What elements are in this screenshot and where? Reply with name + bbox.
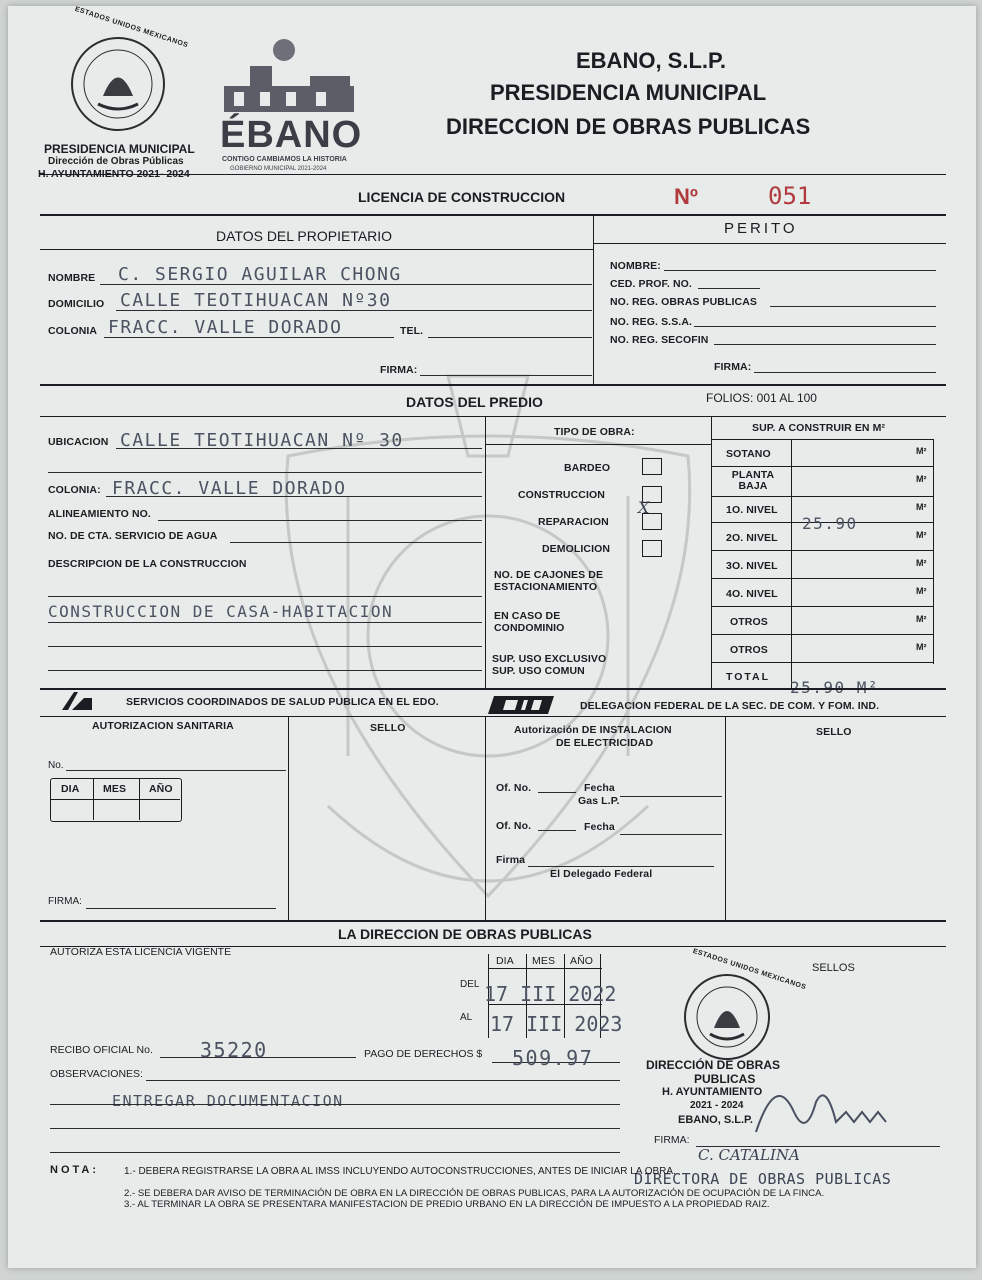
salud-firma-label: FIRMA:: [48, 896, 82, 907]
perito-reg-obras-label: NO. REG. OBRAS PUBLICAS: [610, 296, 757, 308]
perito-reg-obras-line: [770, 306, 936, 307]
perito-reg-ssa-line: [694, 326, 936, 327]
sup-unit-otros1: M²: [916, 614, 927, 624]
stamp-line1: DIRECCIÓN DE OBRAS: [646, 1058, 781, 1072]
sct-firma-line: [528, 866, 714, 867]
sct-fecha-line-1: [620, 796, 722, 797]
sup-grid-right: [933, 439, 934, 664]
license-no-label: Nº: [674, 184, 698, 209]
divider-salud-sello: [288, 716, 289, 920]
sup-title-rule: [711, 439, 933, 440]
sct-of-no-2: Of. No.: [496, 820, 532, 832]
sup-unit-planta-baja: M²: [916, 474, 927, 484]
predio-ubicacion-value: CALLE TEOTIHUACAN Nº 30: [120, 430, 404, 451]
direccion-del-label: DEL: [460, 979, 480, 990]
salud-autorizacion: AUTORIZACION SANITARIA: [92, 720, 234, 732]
stamp-seal-text: ESTADOS UNIDOS MEXICANOS: [691, 947, 808, 992]
stamp-line3: H. AYUNTAMIENTO: [662, 1086, 763, 1098]
owner-perito-divider: [593, 214, 594, 384]
ebano-logo-icon: [220, 36, 360, 116]
left-seal-text: ESTADOS UNIDOS MEXICANOS: [73, 5, 190, 50]
sct-fecha-2: Fecha: [584, 821, 615, 833]
signature-scribble: [746, 1072, 896, 1142]
sup-rule-1: [711, 466, 933, 467]
divider-salud-sct: [485, 716, 486, 920]
sct-fecha-line-2: [620, 834, 722, 835]
rule-predio-bottom: [40, 688, 946, 690]
predio-alineamiento-line: [158, 520, 482, 521]
owner-tel-line: [428, 337, 592, 338]
direccion-ano: AÑO: [570, 955, 594, 967]
sup-rule-4: [711, 550, 933, 551]
ebano-logo-subtag: GOBIERNO MUNICIPAL 2021-2024: [230, 166, 327, 172]
sct-delegado: El Delegado Federal: [550, 868, 653, 880]
predio-descripcion-line1: [48, 596, 482, 597]
perito-firma-label: FIRMA:: [714, 361, 752, 373]
ssa-logo-icon: [60, 690, 94, 712]
tipo-bardeo-checkbox[interactable]: [642, 458, 662, 475]
owner-colonia-value: FRACC. VALLE DORADO: [108, 317, 343, 338]
salud-dia: DIA: [61, 783, 80, 795]
sct-fecha-1: Fecha: [584, 782, 615, 794]
tipo-uso-comun: SUP. USO COMUN: [492, 665, 585, 677]
predio-descripcion-line4: [48, 670, 482, 671]
header-title-presidencia: PRESIDENCIA MUNICIPAL: [490, 80, 767, 105]
predio-colonia-label: COLONIA:: [48, 484, 101, 496]
observaciones-line1: [146, 1080, 620, 1081]
perito-section-title: PERITO: [724, 220, 798, 237]
sup-row-planta-baja: PLANTA BAJA: [731, 469, 775, 492]
rule-salud-title: [40, 716, 946, 717]
predio-section-title: DATOS DEL PREDIO: [406, 394, 543, 410]
predio-ubicacion-line2: [48, 472, 482, 473]
observaciones-value: ENTREGAR DOCUMENTACION: [112, 1092, 344, 1110]
sup-total-label: TOTAL: [726, 671, 771, 683]
header-title-city: EBANO, S.L.P.: [576, 48, 726, 73]
sup-unit-sotano: M²: [916, 446, 927, 456]
ebano-logo-tagline: CONTIGO CAMBIAMOS LA HISTORIA: [222, 156, 347, 163]
tipo-reparacion-checkbox[interactable]: [642, 513, 662, 530]
sup-rule-5: [711, 578, 933, 579]
pago-value: 509.97: [512, 1046, 594, 1070]
recibo-value: 35220: [200, 1038, 268, 1062]
sup-unit-nivel2: M²: [916, 530, 927, 540]
rule-top: [40, 174, 946, 175]
tipo-uso-exclusivo: SUP. USO EXCLUSIVO: [492, 653, 607, 665]
sup-row-nivel2: 2O. NIVEL: [726, 532, 778, 544]
sup-nivel1-value: 25.90: [802, 514, 858, 533]
sct-of-line-1: [538, 792, 576, 793]
owner-domicilio-value: CALLE TEOTIHUACAN Nº30: [120, 290, 392, 311]
sup-row-otros1: OTROS: [730, 616, 768, 628]
rule-license-bottom: [40, 214, 946, 216]
direccion-dia: DIA: [496, 955, 514, 967]
signer-title: DIRECTORA DE OBRAS PUBLICAS: [634, 1170, 892, 1188]
license-form: [8, 6, 976, 1268]
predio-ubicacion-label: UBICACION: [48, 436, 109, 448]
salud-firma-line: [86, 908, 276, 909]
mexico-seal-stamp-icon: [682, 972, 772, 1062]
observaciones-label: OBSERVACIONES:: [50, 1068, 143, 1080]
left-header-line1: PRESIDENCIA MUNICIPAL: [44, 142, 195, 156]
direccion-title: LA DIRECCION DE OBRAS PUBLICAS: [338, 926, 592, 942]
owner-colonia-label: COLONIA: [48, 325, 98, 337]
direccion-sellos: SELLOS: [812, 962, 855, 974]
license-number: 051: [768, 182, 812, 210]
owner-section-title: DATOS DEL PROPIETARIO: [216, 228, 393, 244]
rule-predio-title: [40, 416, 946, 417]
sup-rule-7: [711, 634, 933, 635]
perito-reg-secofin-line: [714, 344, 936, 345]
perito-cedula-label: CED. PROF. NO.: [610, 278, 692, 290]
stamp-line5: EBANO, S.L.P.: [678, 1114, 753, 1126]
tipo-condominio-line2: CONDOMINIO: [494, 622, 565, 634]
sct-firma: Firma: [496, 854, 526, 866]
sup-rule-2: [711, 496, 933, 497]
predio-folios: FOLIOS: 001 AL 100: [706, 391, 817, 405]
tipo-obra-title-rule: [485, 444, 711, 445]
sup-total-value: 25.90 M²: [790, 678, 880, 697]
header-title-direccion: DIRECCION DE OBRAS PUBLICAS: [446, 114, 811, 139]
perito-reg-ssa-label: NO. REG. S.S.A.: [610, 316, 693, 328]
direccion-firma-label: FIRMA:: [654, 1134, 690, 1146]
perito-nombre-line: [664, 270, 936, 271]
observaciones-line4: [50, 1152, 620, 1153]
owner-domicilio-label: DOMICILIO: [48, 298, 105, 310]
direccion-al-label: AL: [460, 1012, 473, 1023]
salud-sello: SELLO: [370, 722, 406, 734]
observaciones-line2: [50, 1104, 620, 1105]
salud-no-line: [66, 770, 286, 771]
notes-label: NOTA:: [50, 1164, 100, 1176]
rule-owner-bottom: [40, 384, 946, 386]
tipo-construccion-label: CONSTRUCCION: [518, 489, 605, 501]
sup-row-nivel1: 1O. NIVEL: [726, 504, 778, 516]
stamp-line4: 2021 - 2024: [690, 1100, 744, 1111]
owner-nombre-value: C. SERGIO AGUILAR CHONG: [118, 264, 402, 285]
sup-title: SUP. A CONSTRUIR EN M²: [752, 422, 886, 434]
tipo-demolicion-label: DEMOLICION: [542, 543, 611, 555]
tipo-construccion-mark: X: [638, 498, 650, 517]
note-3: 3.- AL TERMINAR LA OBRA SE PRESENTARA MANIFESTACION DE PREDIO URBANO EN LA DIRECCIÓN DE IMPUESTO A LA PROPIEDAD RAIZ.: [124, 1199, 770, 1210]
divider-tipo-sup: [711, 416, 712, 688]
salud-no-label: No.: [48, 760, 64, 771]
direccion-al-value: 17 III 2023: [490, 1012, 623, 1036]
license-title: LICENCIA DE CONSTRUCCION: [358, 189, 566, 205]
sup-row-otros2: OTROS: [730, 644, 768, 656]
salud-date-box: [50, 778, 182, 822]
recibo-label: RECIBO OFICIAL No.: [50, 1044, 153, 1056]
predio-agua-label: NO. DE CTA. SERVICIO DE AGUA: [48, 530, 218, 542]
predio-descripcion-label: DESCRIPCION DE LA CONSTRUCCION: [48, 558, 247, 570]
predio-descripcion-value: CONSTRUCCION DE CASA-HABITACION: [48, 602, 394, 621]
owner-nombre-label: NOMBRE: [48, 272, 96, 284]
sup-unit-otros2: M²: [916, 642, 927, 652]
sup-rule-6: [711, 606, 933, 607]
note-2: 2.- SE DEBERA DAR AVISO DE TERMINACIÓN DE OBRA EN LA DIRECCIÓN DE OBRAS PUBLICAS, PARA LA AUTORIZACIÓN DE OCUPACIÓN DE LA FINCA.: [124, 1188, 825, 1199]
tipo-obra-title: TIPO DE OBRA:: [554, 426, 635, 438]
predio-alineamiento-label: ALINEAMIENTO NO.: [48, 508, 151, 520]
perito-firma-line: [754, 372, 936, 373]
sup-row-nivel4: 4O. NIVEL: [726, 588, 778, 600]
divider-sct-sello: [725, 716, 726, 920]
perito-cedula-line: [698, 288, 760, 289]
sup-unit-nivel3: M²: [916, 558, 927, 568]
direccion-mes: MES: [532, 955, 556, 967]
sup-unit-nivel4: M²: [916, 586, 927, 596]
sup-rule-8: [711, 662, 933, 663]
sct-sello: SELLO: [816, 726, 852, 738]
observaciones-line3: [50, 1128, 620, 1129]
tipo-cajones-line1: NO. DE CAJONES DE: [494, 569, 604, 581]
perito-title-rule: [593, 243, 946, 244]
owner-firma-line: [420, 375, 592, 376]
sup-col-divider: [791, 439, 792, 688]
salud-ano: AÑO: [149, 783, 173, 795]
predio-descripcion-line2: [48, 622, 482, 623]
rule-salud-bottom: [40, 920, 946, 922]
sct-logo-icon: [488, 694, 558, 716]
owner-title-rule: [40, 249, 593, 250]
signer-name: C. CATALINA: [698, 1146, 800, 1164]
salud-mes: MES: [103, 783, 127, 795]
mexico-seal-icon: [68, 34, 168, 134]
predio-agua-line: [230, 542, 482, 543]
tipo-condominio-line1: EN CASO DE: [494, 610, 561, 622]
stamp-line2: PUBLICAS: [694, 1072, 756, 1086]
tipo-demolicion-checkbox[interactable]: [642, 540, 662, 557]
note-1: 1.- DEBERA REGISTRARSE LA OBRA AL IMSS INCLUYENDO AUTOCONSTRUCCIONES, ANTES DE INICIAR LA OBRA.: [124, 1166, 676, 1177]
direccion-autoriza: AUTORIZA ESTA LICENCIA VIGENTE: [50, 946, 232, 958]
tipo-bardeo-label: BARDEO: [564, 462, 611, 474]
ebano-logo-name: ÉBANO: [220, 114, 363, 156]
tipo-reparacion-label: REPARACION: [538, 516, 609, 528]
direccion-del-value: 17 III 2022: [484, 982, 617, 1006]
sct-autorizacion-line1: Autorización DE INSTALACION: [514, 724, 672, 736]
salud-title: SERVICIOS COORDINADOS DE SALUD PUBLICA EN EL EDO.: [126, 696, 439, 708]
divider-predio-tipo: [485, 416, 486, 688]
perito-nombre-label: NOMBRE:: [610, 260, 661, 272]
left-header-line3: H. AYUNTAMIENTO 2021- 2024: [38, 168, 190, 180]
sup-row-nivel3: 3O. NIVEL: [726, 560, 778, 572]
perito-reg-secofin-label: NO. REG. SECOFIN: [610, 334, 709, 346]
pago-label: PAGO DE DERECHOS $: [364, 1048, 483, 1060]
sct-gas: Gas L.P.: [578, 795, 620, 807]
sct-title: DELEGACION FEDERAL DE LA SEC. DE COM. Y FOM. IND.: [580, 700, 880, 712]
left-header-line2: Dirección de Obras Públicas: [48, 156, 184, 167]
owner-tel-label: TEL.: [400, 325, 424, 337]
tipo-cajones-line2: ESTACIONAMIENTO: [494, 581, 598, 593]
sct-of-no-1: Of. No.: [496, 782, 532, 794]
predio-descripcion-line3: [48, 646, 482, 647]
sup-row-sotano: SOTANO: [726, 448, 771, 460]
sct-of-line-2: [538, 830, 576, 831]
sup-unit-nivel1: M²: [916, 502, 927, 512]
predio-colonia-value: FRACC. VALLE DORADO: [112, 478, 347, 499]
sct-autorizacion-line2: DE ELECTRICIDAD: [556, 737, 654, 749]
owner-firma-label: FIRMA:: [380, 364, 418, 376]
